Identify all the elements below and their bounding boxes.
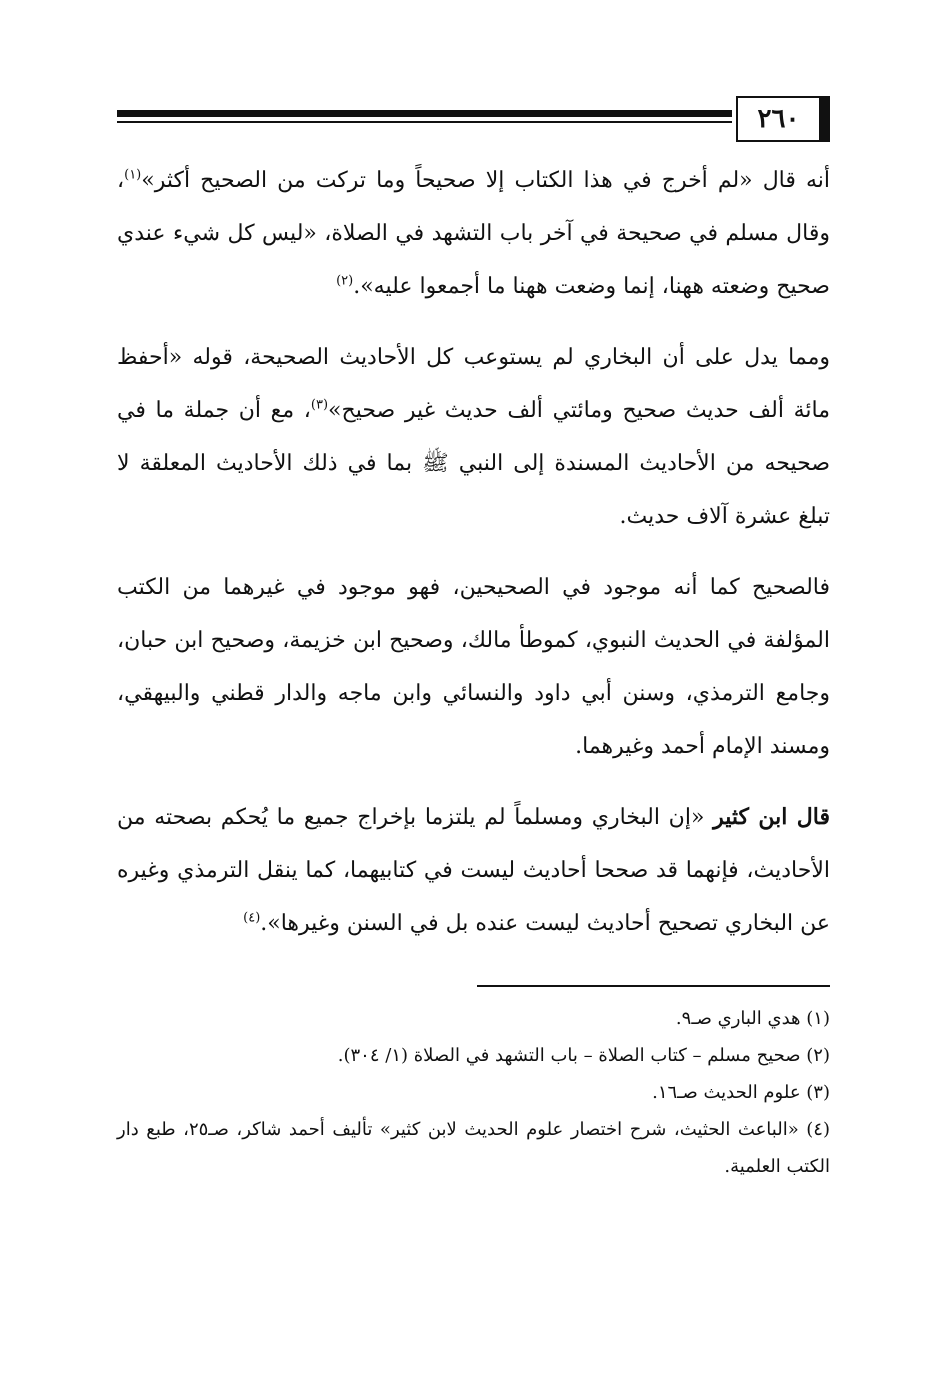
paragraph — [117, 331, 830, 543]
footnote-divider — [477, 985, 830, 987]
footnote: (٢) صحيح مسلم – كتاب الصلاة – باب التشهد في الصلاة (١/ ٣٠٤). — [337, 1045, 830, 1066]
paragraph-text: أنه قال «لم أخرج في هذا الكتاب إلا صحيحاً وما تركت من الصحيح أكثر» — [141, 168, 830, 193]
footnote-ref: (٤) — [243, 910, 261, 926]
body-text — [117, 148, 830, 968]
header-rule-thin — [117, 121, 732, 123]
footnote-ref: (٢) — [336, 273, 354, 289]
paragraph-text: ، وقال مسلم في صحيحة في آخر باب التشهد في الصلاة، «ليس كل شيء عندي صحيح وضعته ههنا، إنما وضعت ههنا ما أجمعوا عليه». — [117, 168, 830, 299]
paragraph-text: ومما يدل على أن البخاري لم يستوعب كل الأحاديث الصحيحة، قوله «أحفظ مائة ألف حديث صحيح ومائتي ألف حديث غير صحيح» — [117, 345, 830, 423]
header-rule-thick — [117, 110, 732, 117]
page-number: ٢٦٠ — [736, 96, 830, 142]
footnote-ref: (١) — [124, 167, 142, 183]
footnote: (١) هدي الباري صـ٩. — [675, 1008, 830, 1029]
footnote: (٤) «الباعث الحثيث، شرح اختصار علوم الحديث لابن كثير» تأليف أحمد شاكر، صـ٢٥، طبع دار الكتب العلمية. — [117, 1119, 830, 1177]
paragraph-lead: قال ابن كثير — [713, 804, 830, 830]
paragraph — [117, 154, 830, 313]
paragraph-text: «إن البخاري ومسلماً لم يلتزما بإخراج جميع ما يُحكم بصحته من الأحاديث، فإنهما قد صححا أحاديث ليست في كتابيهما، كما ينقل الترمذي وغيره عن البخاري تصحيح أحاديث ليست عنده بل في السنن وغيرها». — [117, 805, 830, 936]
paragraph-text: فالصحيح كما أنه موجود في الصحيحين، فهو موجود في غيرهما من الكتب المؤلفة في الحديث النبوي، كموطأ مالك، وصحيح ابن خزيمة، وصحيح ابن حبان، وجامع الترمذي، وسنن أبي داود والنسائي وابن ماجه والدار قطني والبيهقي، ومسند الإمام أحمد وغيرهما. — [117, 575, 830, 759]
paragraph-text: ، مع أن جملة ما في صحيحه من الأحاديث المسندة إلى النبي ﷺ بما في ذلك الأحاديث المعلقة لا تبلغ عشرة آلاف حديث. — [117, 398, 830, 529]
footnote: (٣) علوم الحديث صـ١٦. — [652, 1082, 830, 1103]
page-header — [117, 96, 830, 148]
footnote-ref: (٣) — [310, 397, 329, 413]
footnotes — [117, 1000, 830, 1185]
paragraph — [117, 791, 830, 950]
paragraph — [117, 561, 830, 773]
